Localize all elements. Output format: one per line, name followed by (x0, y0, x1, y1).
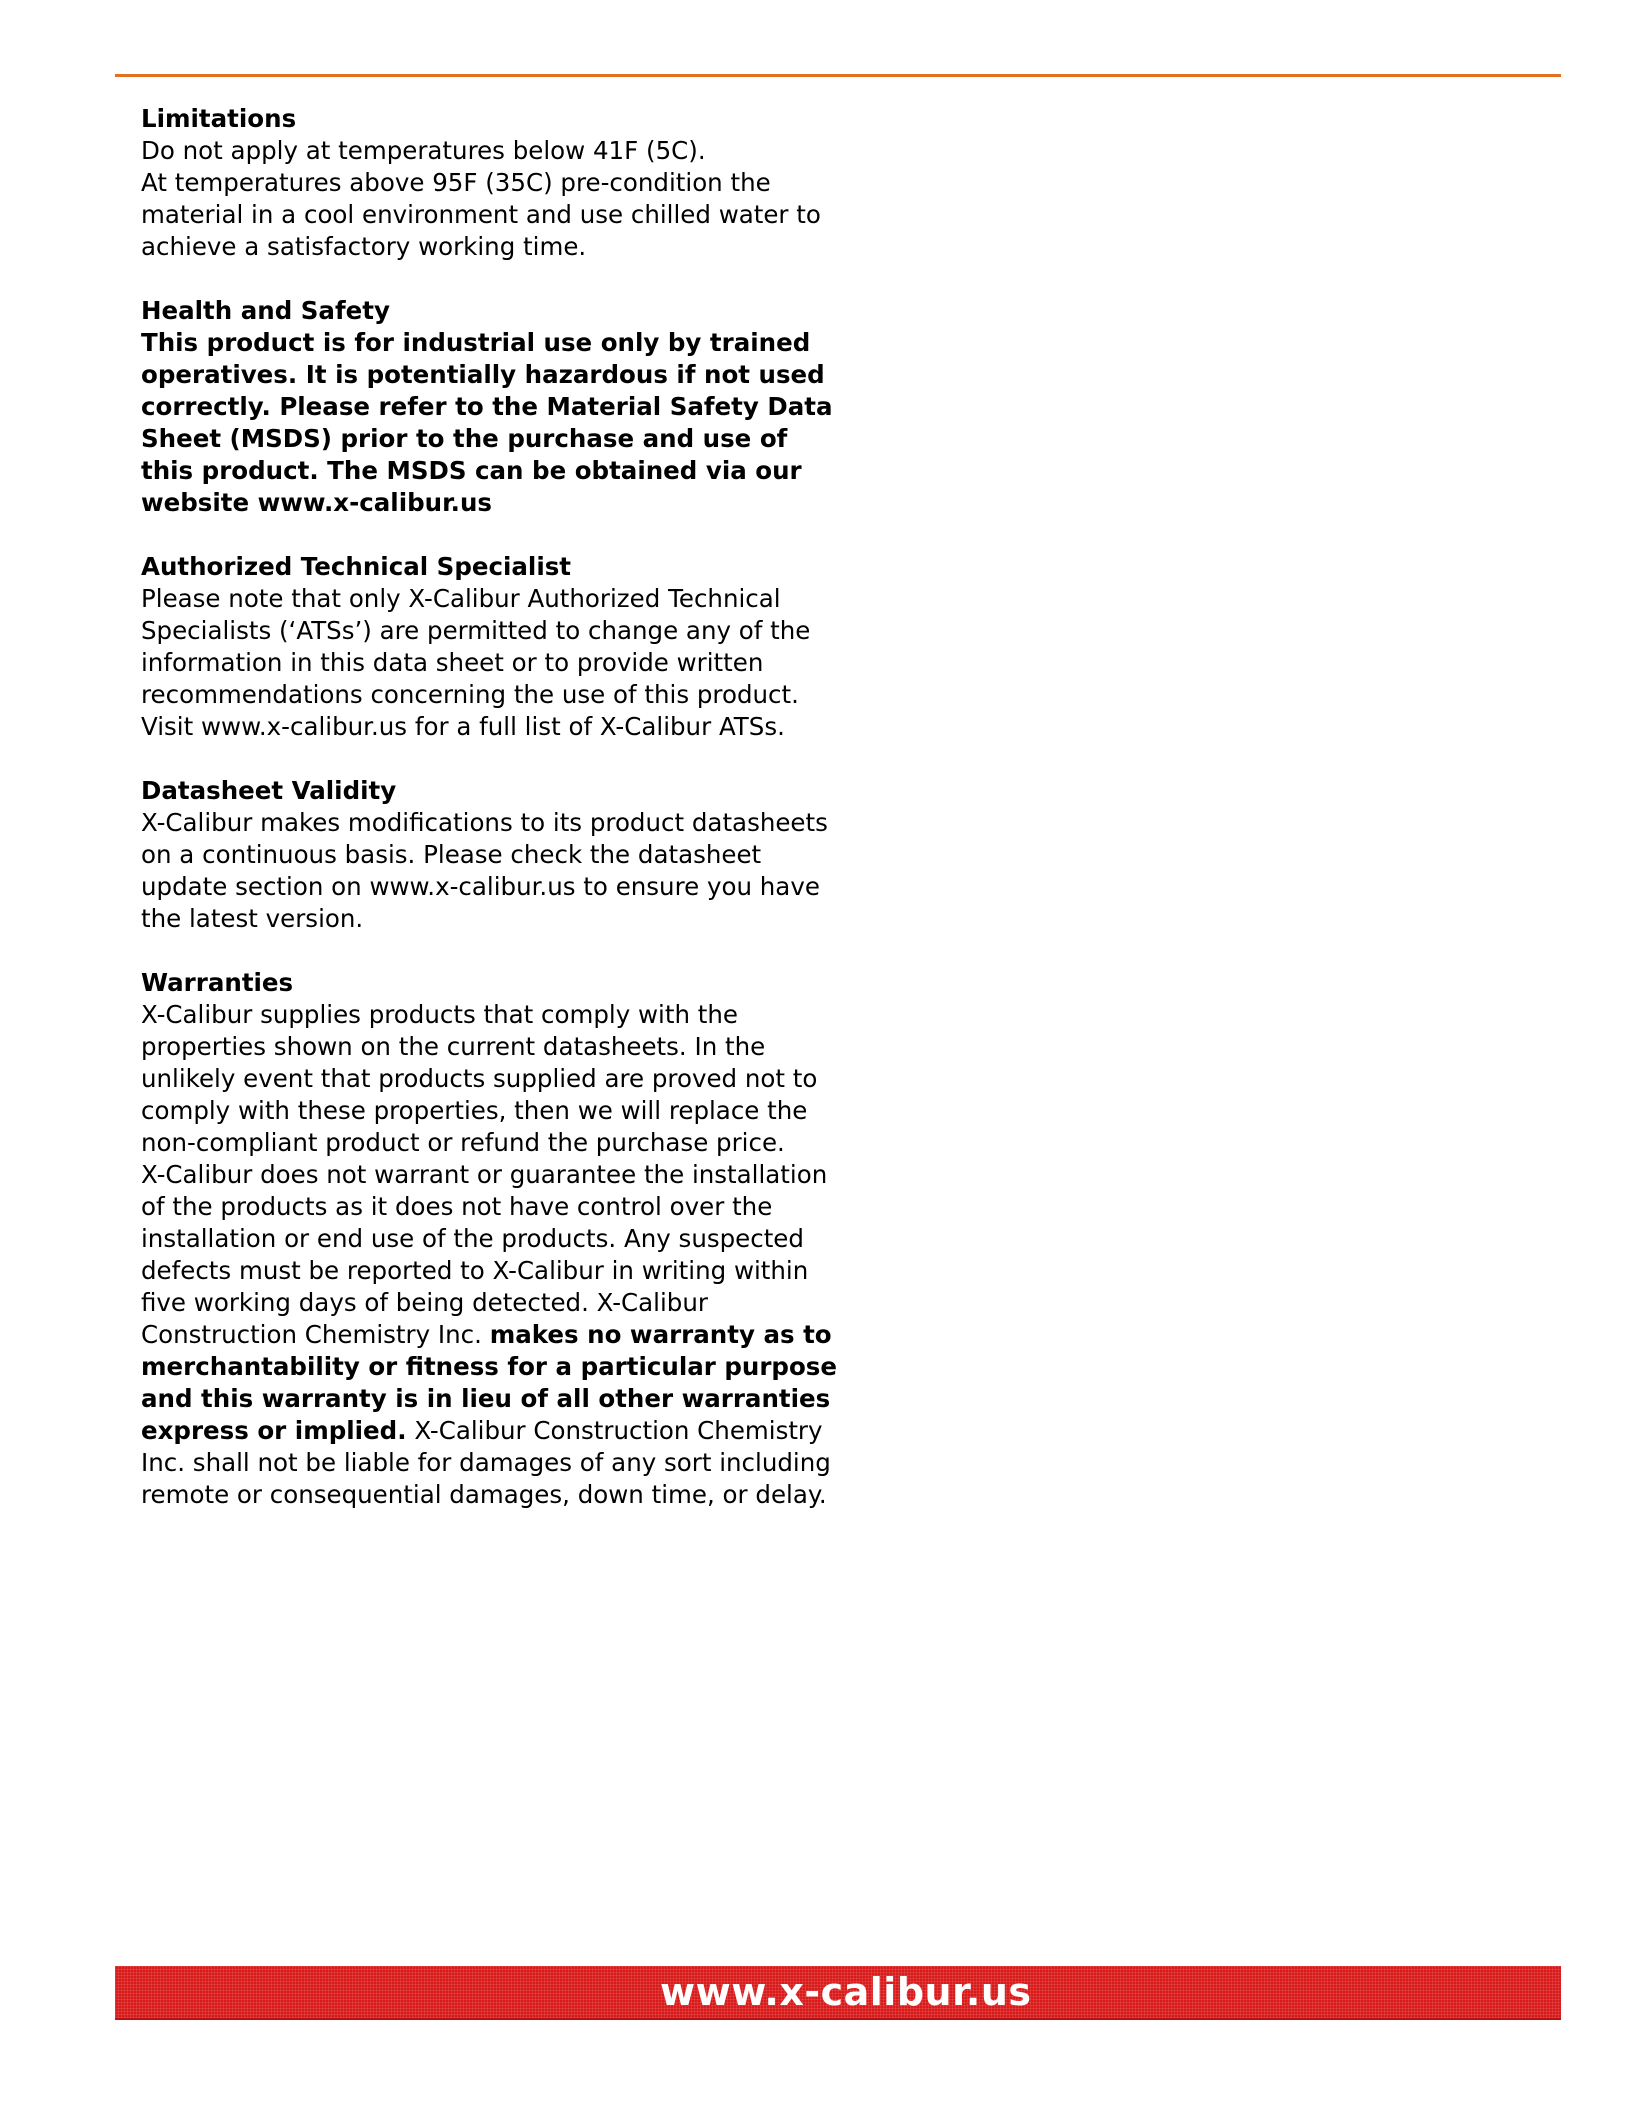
warning-line: correctly. Please refer to the Material Safety Data (141, 392, 833, 421)
section-datasheet-validity (141, 775, 828, 935)
disclaimer-line: and this warranty is in lieu of all other warranties (141, 1384, 831, 1413)
body-line: of the products as it does not have control over the (141, 1192, 773, 1221)
body-line: update section on www.x-calibur.us to ensure you have (141, 872, 820, 901)
warning-line: Sheet (MSDS) prior to the purchase and use of (141, 424, 788, 453)
mixed-line (141, 1415, 821, 1447)
section-warranties (141, 967, 837, 1511)
body-line: comply with these properties, then we will replace the (141, 1096, 808, 1125)
disclaimer-text: makes no warranty as to (489, 1320, 832, 1349)
mixed-line (141, 1319, 832, 1351)
body-line: X-Calibur does not warrant or guarantee the installation (141, 1160, 828, 1189)
body-line: non-compliant product or refund the purchase price. (141, 1128, 785, 1157)
warning-line: this product. The MSDS can be obtained via our (141, 456, 802, 485)
section-limitations (141, 103, 821, 263)
document-body (141, 103, 837, 1543)
body-line: recommendations concerning the use of this product. (141, 680, 799, 709)
body-text: Construction Chemistry Inc. (141, 1320, 490, 1349)
section-ats (141, 551, 821, 743)
body-text: X-Calibur Construction Chemistry (406, 1416, 823, 1445)
header-divider (115, 74, 1561, 77)
body-line: material in a cool environment and use chilled water to (141, 200, 821, 229)
disclaimer-text: express or implied. (141, 1416, 407, 1445)
warning-line: website www.x-calibur.us (141, 488, 492, 517)
disclaimer-line: merchantability or fitness for a particular purpose (141, 1352, 837, 1381)
body-line: Do not apply at temperatures below 41F (5C). (141, 136, 706, 165)
body-line: Specialists (‘ATSs’) are permitted to change any of the (141, 616, 811, 645)
body-line: installation or end use of the products. Any suspected (141, 1224, 804, 1253)
body-line: properties shown on the current datasheets. In the (141, 1032, 766, 1061)
body-line: five working days of being detected. X-Calibur (141, 1288, 708, 1317)
body-line: achieve a satisfactory working time. (141, 232, 587, 261)
body-line: Please note that only X-Calibur Authorized Technical (141, 584, 781, 613)
body-line: At temperatures above 95F (35C) pre-condition the (141, 168, 771, 197)
section-heading: Datasheet Validity (141, 776, 397, 805)
body-line: information in this data sheet or to provide written (141, 648, 764, 677)
section-health-safety (141, 295, 833, 519)
warning-line: This product is for industrial use only by trained (141, 328, 811, 357)
body-line: Visit www.x-calibur.us for a full list of X-Calibur ATSs. (141, 712, 785, 741)
body-line: X-Calibur supplies products that comply with the (141, 1000, 738, 1029)
section-heading: Health and Safety (141, 296, 390, 325)
body-line: remote or consequential damages, down time, or delay. (141, 1480, 827, 1509)
section-heading: Warranties (141, 968, 294, 997)
body-line: Inc. shall not be liable for damages of any sort including (141, 1448, 831, 1477)
footer-url-link[interactable]: www.x-calibur.us (660, 1970, 1032, 2014)
section-heading: Authorized Technical Specialist (141, 552, 572, 581)
body-line: the latest version. (141, 904, 364, 933)
body-line: on a continuous basis. Please check the datasheet (141, 840, 762, 869)
body-line: X-Calibur makes modifications to its product datasheets (141, 808, 828, 837)
body-line: unlikely event that products supplied are proved not to (141, 1064, 818, 1093)
section-heading: Limitations (141, 104, 297, 133)
body-line: defects must be reported to X-Calibur in writing within (141, 1256, 809, 1285)
warning-line: operatives. It is potentially hazardous if not used (141, 360, 825, 389)
